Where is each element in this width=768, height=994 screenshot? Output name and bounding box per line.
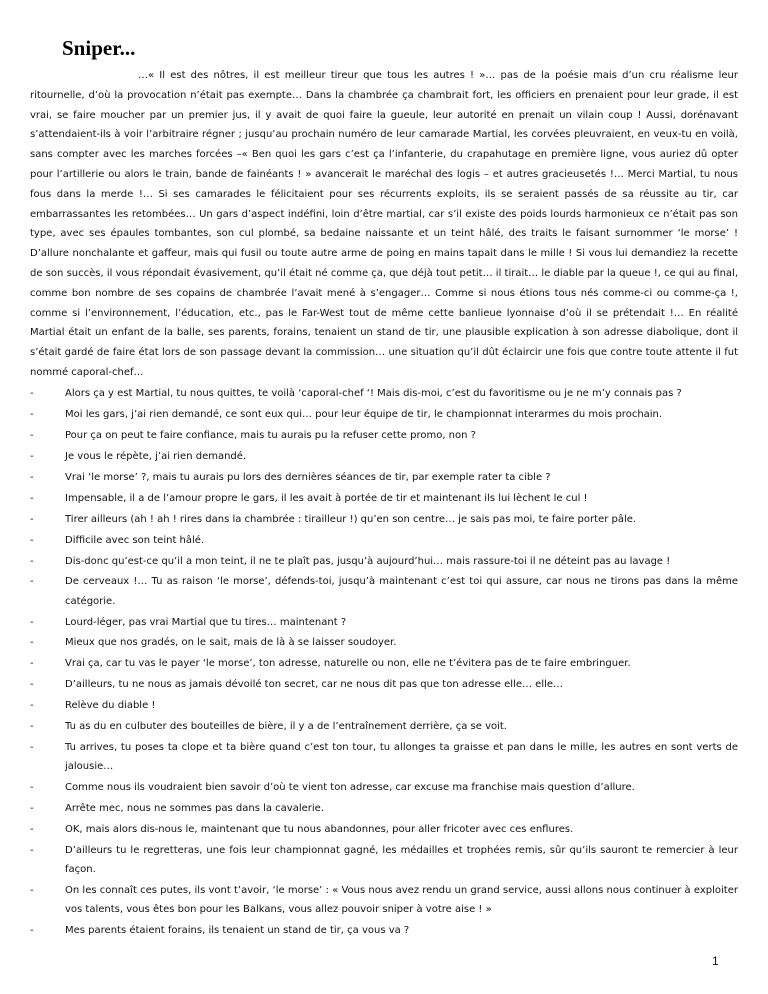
- dialogue-line: [30, 510, 738, 529]
- dialogue-line: [30, 489, 738, 508]
- dialogue-line: [30, 841, 738, 879]
- dialogue-line: [30, 738, 738, 776]
- dialogue-dash: -: [30, 802, 34, 814]
- dialogue-dash: -: [30, 700, 34, 712]
- dialogue-dash: -: [30, 637, 34, 649]
- dialogue-text: Impensable, il a de l’amour propre le gars, il les avait à portée de tir et maintenant ils lui lèchent le cul !: [65, 492, 588, 504]
- dialogue-dash: -: [30, 616, 34, 628]
- dialogue-text: De cerveaux !… Tu as raison ‘le morse’, défends-toi, jusqu’à maintenant c’est toi qui assure, car nous ne tirons pas dans la même catégorie.: [65, 576, 738, 607]
- dialogue-dash: -: [30, 472, 34, 483]
- dialogue-text: Mes parents étaient forains, ils tenaient un stand de tir, ça vous va ?: [65, 924, 410, 936]
- dialogue-dash: -: [30, 741, 34, 753]
- dialogue-dash: -: [30, 844, 34, 856]
- document-body: [30, 66, 738, 940]
- dialogue-text: Dis-donc qu’est-ce qu’il a mon teint, il ne te plaît pas, jusqu’à aujourd’hui… mais rassure-toi il ne déteint pas au lavage !: [65, 555, 671, 567]
- dialogue-line: [30, 531, 738, 550]
- dialogue-text: Tirer ailleurs (ah ! ah ! rires dans la chambrée : tirailleur !) qu’en son centre… je sais pas moi, te faire porter pâle.: [65, 513, 637, 525]
- intro-paragraph: …« Il est des nôtres, il est meilleur tireur que tous les autres ! »… pas de la poésie mais d’un cru réalisme leur ritournelle, d’où la provocation n’était pas exempte… Dans la chambrée ça chambrait fort, les officiers en prenaient pour leur grade, il est vrai, se faire moucher par un premier jus, il y avait de quoi faire la gueule, leur autorité en prenait un vilain coup ! Aussi, dorénavant s’attendaient-ils à voir l’arbitraire régner ; jusqu’au prochain numéro de leur camarade Martial, les corvées pleuvraient, en veux-tu en voilà, sans compter avec les marches forcées –« Ben quoi les gars c’est ça l’infanterie, du crapahutage en première ligne, vous auriez dû opter pour l’artillerie ou alors le train, bande de fainéants ! » avancerait le maréchal des logis – et autres gracieusetés !… Merci Martial, tu nous fous dans la merde !… Si ses camarades le félicitaient pour ses récurrents exploits, ils se seraient passés de sa réussite au tir, car embarrassantes les retombées… Un gars d’aspect indéfini, loin d’être martial, car s’il existe des poids lourds harmonieux ce n’était pas son type, avec ses épaules tombantes, son cul plombé, sa bedaine naissante et un teint hâlé, des traits le faisant surnommer ‘le morse’ ! D’allure nonchalante et gaffeur, mais qui fusil ou toute autre arme de poing en mains tapait dans le mille ! Si vous lui demandiez la recette de son succès, il vous répondait évasivement, qu’il était né comme ça, que déjà tout petit… il tirait… le diable par la queue !, ce qui au final, comme bon nombre de ses copains de chambrée l’avait mené à s’engager… Comme si nous étions tous nés comme-ci ou comme-ça !, comme si l’environnement, l’éducation, etc., pas le Far-West tout de même cette banlieue lyonnaise d’où il se prétendait !… En réalité Martial était un enfant de la balle, ses parents, forains, tenaient un stand de tir, une plausible explication à son adresse diabolique, dont il s’était gardé de faire état lors de son passage devant la commission… une situation qu’il dût éclaircir une fois que contre toute attente il fut nommé caporal-chef…: [30, 70, 738, 378]
- page-number: 1: [712, 954, 719, 968]
- dialogue-dash: -: [30, 513, 34, 525]
- dialogue-line: [30, 613, 738, 632]
- dialogue-line: [30, 881, 738, 919]
- dialogue-dash: -: [30, 823, 34, 835]
- dialogue-line: [30, 447, 738, 466]
- dialogue-dash: -: [30, 451, 34, 463]
- dialogue-dash: -: [30, 781, 34, 793]
- dialogue-text: Tu arrives, tu poses ta clope et ta bière quand c’est ton tour, tu allonges ta graisse et pan dans le mille, les autres en sont verts de jalousie…: [65, 741, 738, 773]
- dialogue-text: Lourd-léger, pas vrai Martial que tu tires… maintenant ?: [65, 616, 347, 628]
- dialogue-text: D’ailleurs tu le regretteras, une fois leur championnat gagné, les médailles et trophées remis, sûr qu’ils sauront te remercier à leur façon.: [65, 844, 738, 875]
- dialogue-list: [30, 384, 738, 940]
- dialogue-text: Moi les gars, j’ai rien demandé, ce sont eux qui… pour leur équipe de tir, le championnat interarmes du mois prochain.: [65, 409, 663, 421]
- dialogue-text: Vrai ‘le morse’ ?, mais tu aurais pu lors des dernières séances de tir, par exemple rater ta cible ?: [65, 472, 551, 483]
- dialogue-line: [30, 778, 738, 797]
- dialogue-dash: -: [30, 492, 34, 504]
- dialogue-line: [30, 468, 738, 487]
- dialogue-dash: -: [30, 534, 34, 546]
- dialogue-text: Arrête mec, nous ne sommes pas dans la cavalerie.: [65, 802, 324, 814]
- dialogue-dash: -: [30, 721, 34, 732]
- dialogue-dash: -: [30, 409, 34, 421]
- dialogue-dash: -: [30, 658, 34, 670]
- dialogue-line: [30, 552, 738, 571]
- dialogue-line: [30, 384, 738, 403]
- dialogue-text: Difficile avec son teint hâlé.: [65, 534, 205, 546]
- dialogue-text: Vrai ça, car tu vas le payer ‘le morse’, ton adresse, naturelle ou non, elle ne t’évitera pas de te faire embringuer.: [65, 658, 631, 670]
- dialogue-line: [30, 654, 738, 673]
- dialogue-line: [30, 921, 738, 940]
- dialogue-text: On les connaît ces putes, ils vont t’avoir, ‘le morse’ : « Vous nous avez rendu un grand service, aussi allons nous continuer à exploiter vos talents, vous êtes bon pour les Balkans, vous allez pouvoir sniper à votre aise ! »: [65, 884, 738, 915]
- dialogue-text: Relève du diable !: [65, 700, 156, 712]
- dialogue-text: Alors ça y est Martial, tu nous quittes, te voilà ‘caporal-chef ‘! Mais dis-moi, c’est du favoritisme ou je ne m’y connais pas ?: [65, 388, 682, 400]
- dialogue-dash: -: [30, 924, 34, 936]
- dialogue-dash: -: [30, 679, 34, 691]
- dialogue-line: [30, 572, 738, 610]
- dialogue-dash: -: [30, 576, 34, 588]
- dialogue-dash: -: [30, 884, 34, 896]
- dialogue-line: [30, 426, 738, 445]
- dialogue-text: Comme nous ils voudraient bien savoir d’où te vient ton adresse, car excuse ma franchise mais question d’allure.: [65, 781, 635, 793]
- dialogue-dash: -: [30, 430, 34, 442]
- dialogue-dash: -: [30, 555, 34, 567]
- dialogue-line: [30, 405, 738, 424]
- dialogue-text: Tu as du en culbuter des bouteilles de bière, il y a de l’entraînement derrière, ça se voit.: [65, 721, 507, 732]
- dialogue-line: [30, 696, 738, 715]
- dialogue-line: [30, 820, 738, 839]
- dialogue-line: [30, 717, 738, 736]
- dialogue-line: [30, 675, 738, 694]
- dialogue-text: Pour ça on peut te faire confiance, mais tu aurais pu la refuser cette promo, non ?: [65, 430, 476, 442]
- dialogue-text: OK, mais alors dis-nous le, maintenant que tu nous abandonnes, pour aller fricoter avec ces enflures.: [65, 823, 574, 835]
- dialogue-text: Je vous le répète, j’ai rien demandé.: [65, 451, 247, 463]
- dialogue-text: D’ailleurs, tu ne nous as jamais dévoilé ton secret, car ne nous dit pas que ton adresse elle… elle…: [65, 679, 564, 691]
- dialogue-line: [30, 633, 738, 652]
- dialogue-text: Mieux que nos gradés, on le sait, mais de là à se laisser soudoyer.: [65, 637, 397, 649]
- dialogue-dash: -: [30, 388, 34, 400]
- dialogue-line: [30, 799, 738, 818]
- document-title: Sniper...: [62, 36, 136, 60]
